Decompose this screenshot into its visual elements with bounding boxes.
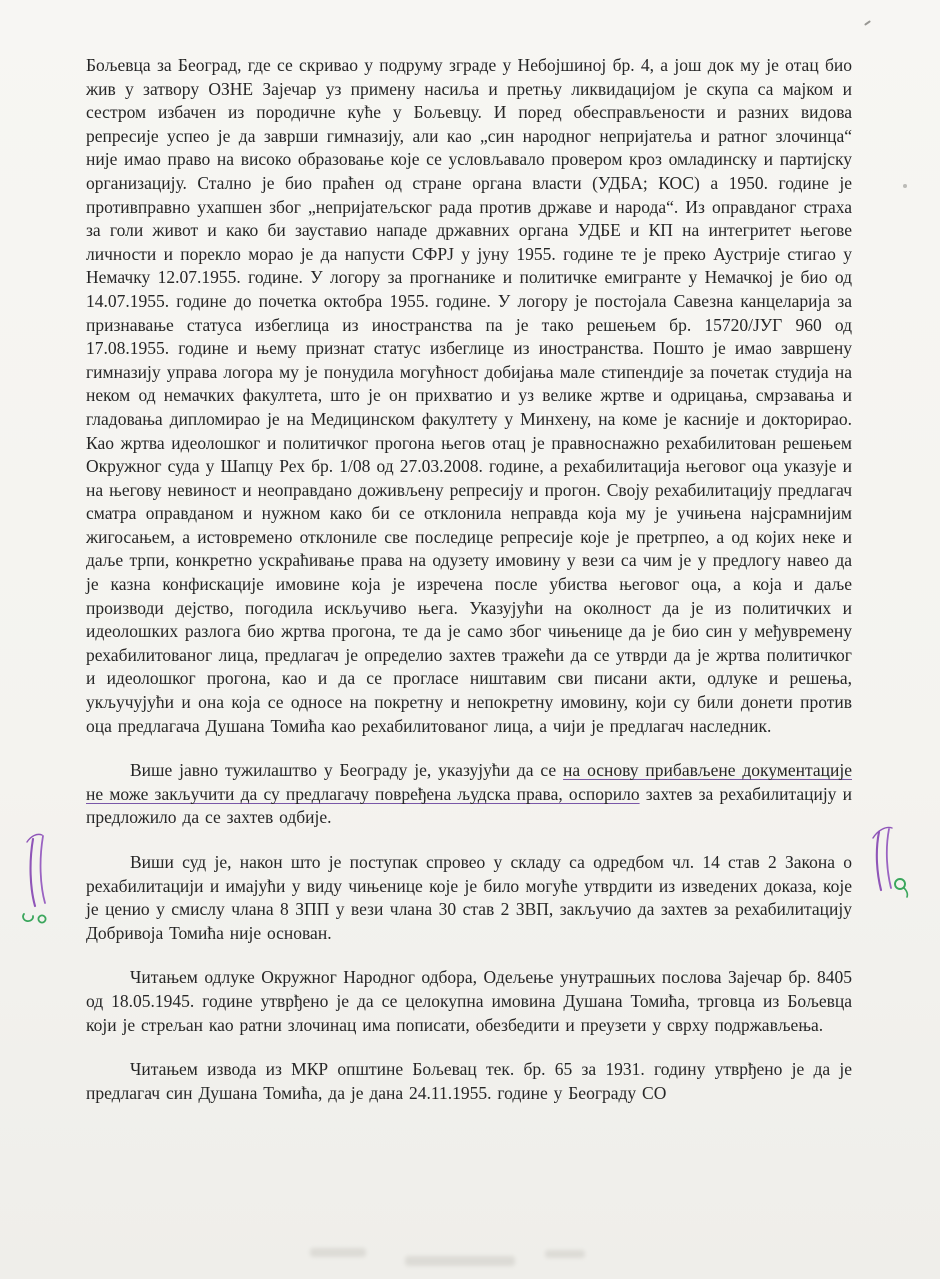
scan-smudge (310, 1248, 366, 1257)
handwritten-margin-marks-right (862, 824, 920, 916)
paragraph (86, 1058, 852, 1105)
green-circle (895, 879, 905, 889)
paragraph-text: Бољевца за Београд, где се скривао у подруму зграде у Небојшиној бр. 4, а још док му је отац био жив у затвору ОЗНЕ Зајечар уз примену насиља и претњу ликвидацијом је скупа са мајком и сестром избачен из породичне куће у Бољевцу. И поред обесправљености и разних видова репресије успео је да заврши гимназију, али као „син народног непријатеља и ратног злочинца“ није имао право на високо образовање које се условљавало провером кроз омладинску и партијску организацију. Стално је био праћен од стране органа власти (УДБА; КОС) а 1950. године је противправно ухапшен због „непријатељског рада против државе и народа“. Из оправданог страха за голи живот и како би зауставио нападе државних органа УДБЕ и КП на интегритет његове личности и порекло морао је да напусти СФРЈ у јуну 1955. године те је преко Аустрије стигао у Немачку 12.07.1955. године. У логору за прогнанике и политичке емигранте у Немачкој је био од 14.07.1955. године до почетка октобра 1955. године. У логору је постојала Савезна канцеларија за признавање статуса избеглица из иностранства па је тако решењем бр. 15720/ЈУГ 960 од 17.08.1955. године и њему признат статус избеглице из иностранства. Пошто је имао завршену гимназију управа логора му је понудила могућност добијања мале стипендије за почетак студија на неком од немачких факултета, што је он прихватио и уз велике жртве и одрицања, смрзавања и гладовања дипломирао је на Медицинском факултету у Минхену, на коме је касније и докторирао. Као жртва идеолошког и политичког прогона његов отац је правноснажно рехабилитован решењем Окружног суда у Шапцу Рех бр. 1/08 од 27.03.2008. године, а рехабилитација његовог оца указује и на његову невиност и неоправдано доживљену репресију и прогон. Своју рехабилитацију предлагач сматра оправданом и нужном како би се отклонила неправда која му је учињена најсрамнијим жигосањем, а истовремено отклониле све последице репресије које је претрпео, а од којих неке и даље трпи, конкретно ускраћивање права на одузету имовину у вези са чим је у предлогу навео да је казна конфискације имовине која је изречена после убиства његовог оца, а која и даље производи дејство, погодила искључиво њега. Указујући на околност да је из политичких и идеолошких разлога био жртва прогона, те да је само због чињенице да је био син у међувремену рехабилитованог лица, предлагач је определио захтев тражећи да се утврди да је жртва политичког и идеолошког прогона, као и да се прогласе ништавим сви писани акти, одлуке и решења, укључујући и она која се односе на покретну и непокретну имовину, који су били донети против оца предлагача Душана Томића као рехабилитованог лица, а чији је предлагач наследник. (86, 55, 852, 736)
pen-stroke (27, 834, 42, 842)
paragraph (86, 851, 852, 945)
paragraph-text: Читањем одлуке Окружног Народног одбора, Одељење унутрашњих послова Зајечар бр. 8405 од 18.05.1945. године утврђено је да се целокупна имовина Душана Томића, трговца из Бољевца који је стрељан као ратни злочинац има пописати, обезбедити и преузети у сврху подржављења. (86, 967, 852, 1035)
pen-stroke (41, 836, 45, 903)
green-scribble (38, 915, 45, 922)
paragraph-text: Више јавно тужилаштво у Београду је, указујући да се (130, 760, 564, 781)
hand-underlined-text: на основу прибављене документације не може закључити да су предлагачу повређена људска права, оспорило (86, 760, 852, 804)
document-body (86, 54, 852, 1126)
handwritten-margin-marks-left (18, 830, 70, 928)
paragraph (86, 54, 852, 738)
pen-stroke (873, 827, 892, 838)
green-circle-tail (904, 888, 907, 897)
paragraph (86, 966, 852, 1037)
paragraph (86, 759, 852, 830)
paragraph-text: Виши суд је, након што је поступак спровео у складу са одредбом чл. 14 став 2 Закона о рехабилитацији и имајући у виду чињенице које је било могуће утврдити из изведених доказа, које је ценио у смислу члана 8 ЗПП у вези члана 30 став 2 ЗВП, закључио да захтев за рехабилитацију Добривоја Томића није основан. (86, 852, 852, 943)
scan-smudge (405, 1256, 515, 1266)
green-scribble (23, 914, 33, 921)
scan-smudge (545, 1250, 585, 1258)
pen-stroke (877, 832, 881, 890)
scan-speck (903, 184, 907, 188)
paragraph-text: захтев за рехабилитацију и предложило да се захтев одбије. (86, 783, 852, 828)
pen-stroke (887, 829, 891, 888)
scan-stray-mark (864, 20, 871, 26)
pen-stroke (31, 839, 35, 906)
paragraph-text: Читањем извода из МКР општине Бољевац тек. бр. 65 за 1931. годину утврђено је да је предлагач син Душана Томића, да је дана 24.11.1955. године у Београду СО (86, 1059, 852, 1103)
